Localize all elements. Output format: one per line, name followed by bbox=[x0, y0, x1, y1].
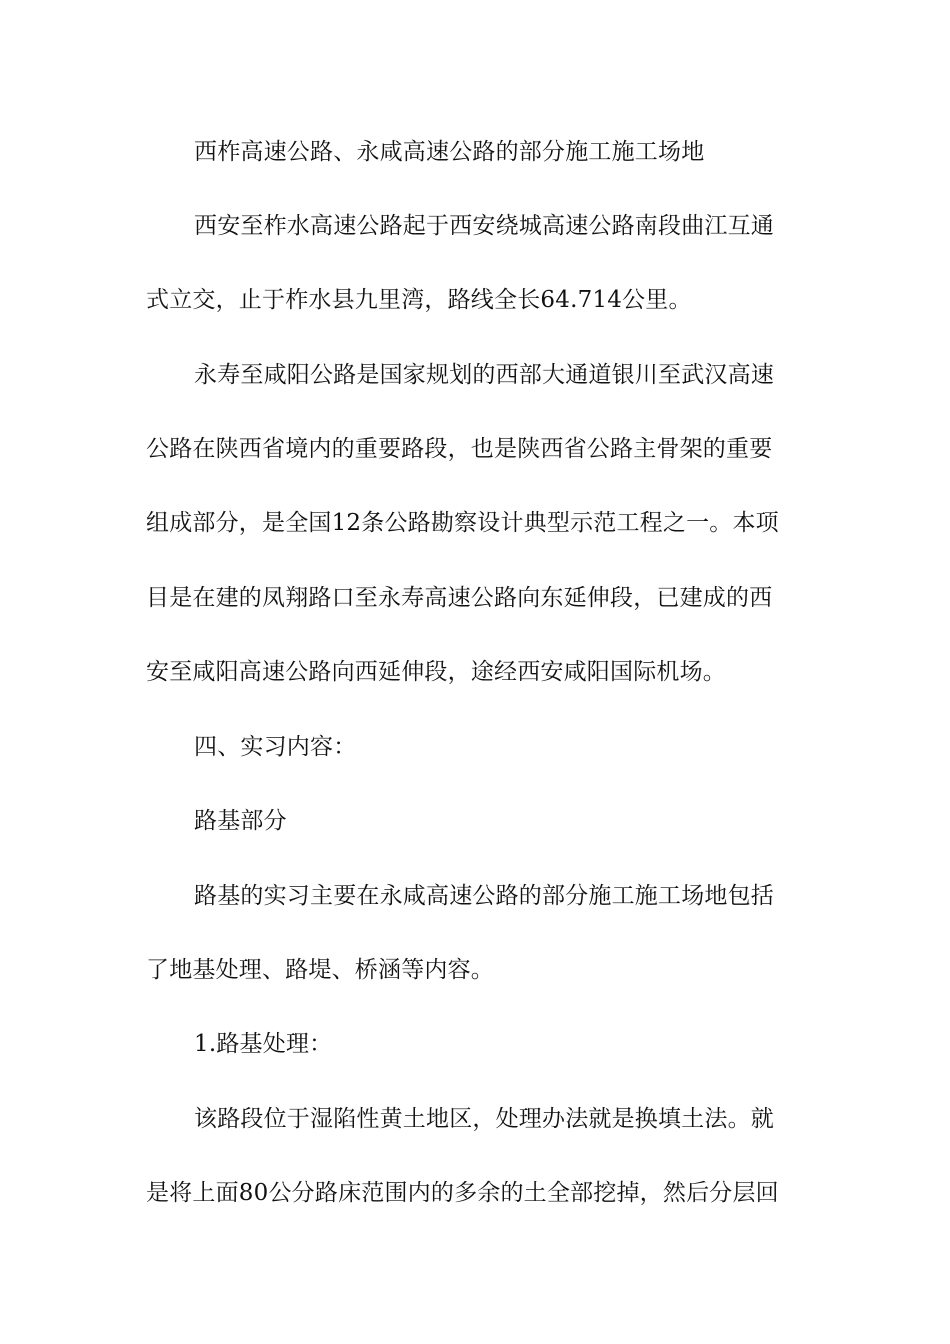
item-heading-subgrade-treatment: 1.路基处理： bbox=[194, 1031, 333, 1057]
paragraph-line: 公路在陕西省境内的重要路段，也是陕西省公路主骨架的重要 bbox=[146, 436, 773, 462]
section-heading-internship-content: 四、实习内容： bbox=[194, 734, 357, 760]
heading-construction-site: 西柞高速公路、永咸高速公路的部分施工施工场地 bbox=[194, 139, 705, 165]
subsection-heading-subgrade: 路基部分 bbox=[194, 808, 287, 834]
paragraph-line: 组成部分，是全国12条公路勘察设计典型示范工程之一。本项 bbox=[146, 510, 779, 536]
paragraph-line: 式立交，止于柞水县九里湾，路线全长64.714公里。 bbox=[146, 287, 692, 313]
paragraph-line: 永寿至咸阳公路是国家规划的西部大通道银川至武汉高速 bbox=[194, 362, 774, 388]
paragraph-line: 路基的实习主要在永咸高速公路的部分施工施工场地包括 bbox=[194, 883, 774, 909]
paragraph-line: 该路段位于湿陷性黄土地区，处理办法就是换填土法。就 bbox=[194, 1106, 774, 1132]
paragraph-line: 目是在建的凤翔路口至永寿高速公路向东延伸段，已建成的西 bbox=[146, 585, 773, 611]
paragraph-line: 西安至柞水高速公路起于西安绕城高速公路南段曲江互通 bbox=[194, 213, 774, 239]
paragraph-line: 安至咸阳高速公路向西延伸段，途经西安咸阳国际机场。 bbox=[146, 659, 726, 685]
paragraph-line: 了地基处理、路堤、桥涵等内容。 bbox=[146, 957, 494, 983]
paragraph-line: 是将上面80公分路床范围内的多余的土全部挖掉，然后分层回 bbox=[146, 1180, 779, 1206]
